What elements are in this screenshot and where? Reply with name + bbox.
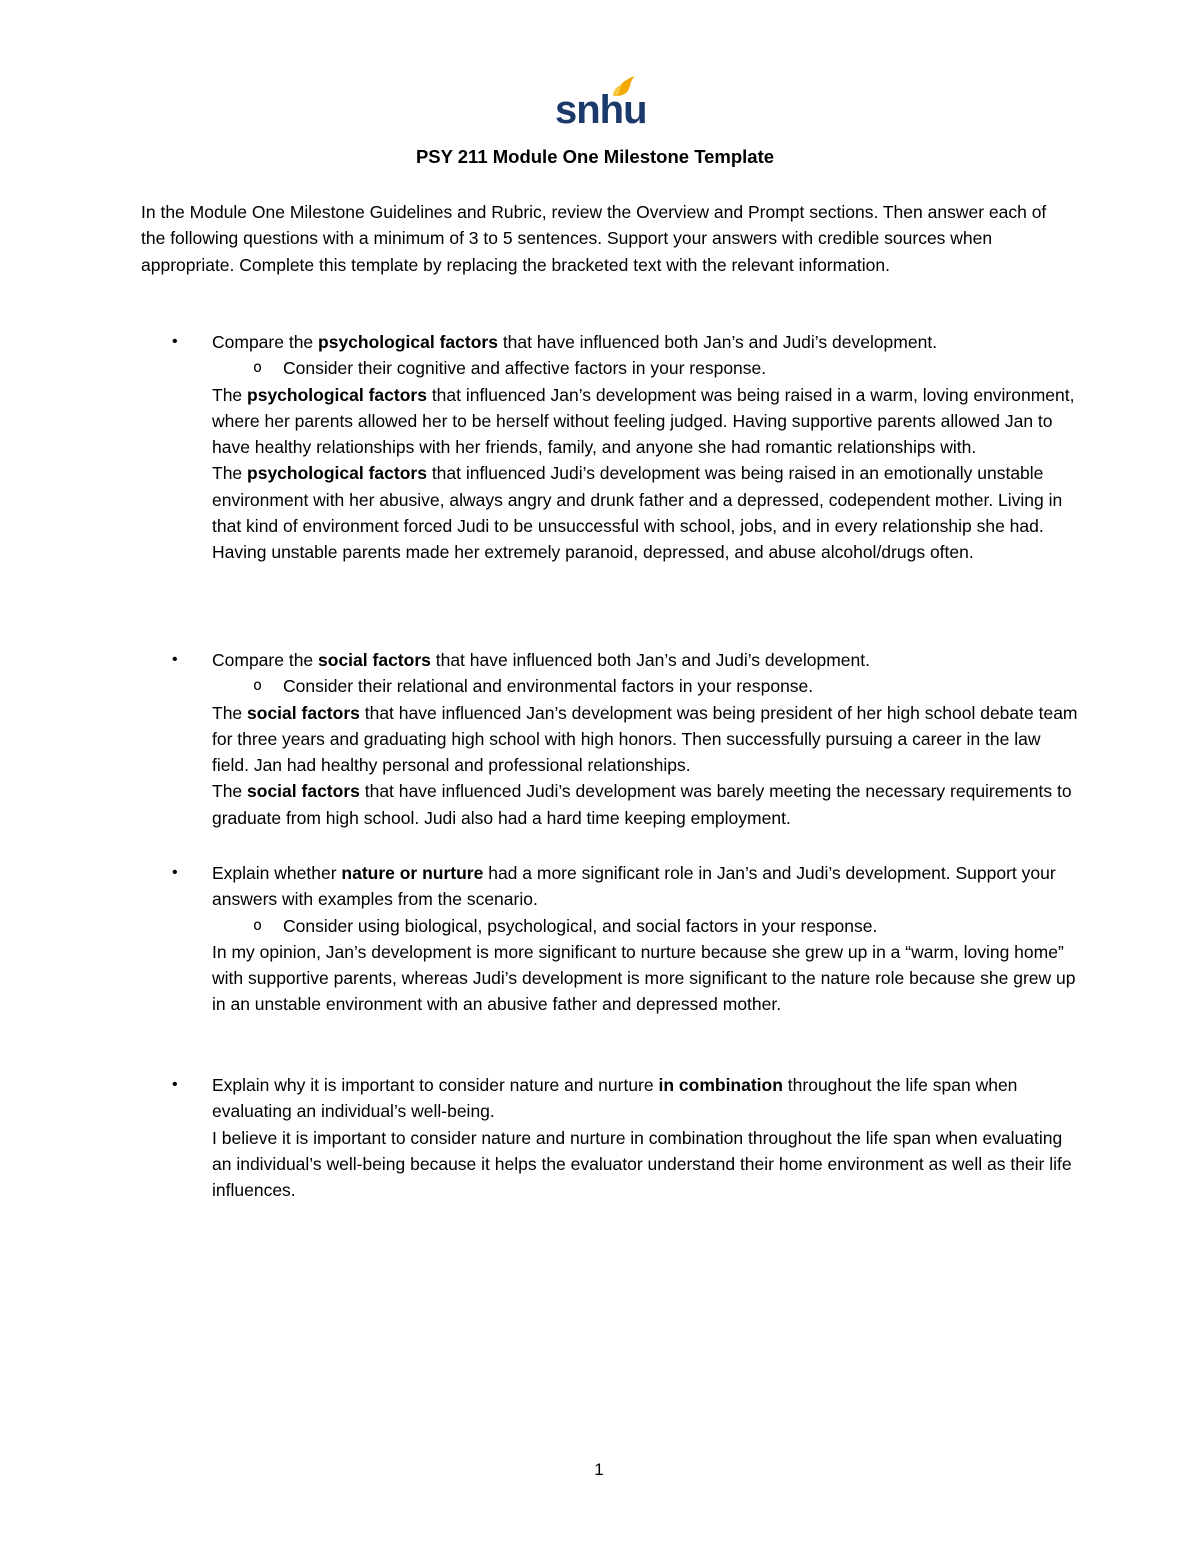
list-item [141, 1072, 1081, 1125]
snhu-logo [555, 74, 647, 132]
question-text: Explain whether nature or nurture had a more significant role in Jan’s and Judi’s development. Support your answers with examples from the scenario. [212, 863, 1056, 910]
sub-bullet-marker: o [253, 676, 263, 695]
answer-paragraph: The psychological factors that influenced Judi’s development was being raised in an emotionally unstable environment with her abusive, always angry and drunk father and a depressed, codependent mother. Living in that kind of environment forced Judi to be unsuccessful with school, jobs, and in every relationship she had. Having unstable parents made her extremely paranoid, depressed, and abuse alcohol/drugs often. [212, 463, 1063, 563]
question-text: Compare the psychological factors that have influenced both Jan’s and Judi’s development. [212, 332, 938, 352]
sub-list-item [141, 673, 1081, 699]
answer-paragraph: The psychological factors that influenced Jan’s development was being raised in a warm, loving environment, where her parents allowed her to be herself without feeling judged. Having supportive parents allowed Jan to have healthy relationships with her friends, family, and anyone she had romantic relationships with. [212, 384, 1075, 458]
logo-text: snhu [555, 88, 647, 132]
sub-question-text: Consider their cognitive and affective factors in your response. [283, 358, 767, 379]
list-item [141, 329, 1081, 355]
sub-question-text: Consider their relational and environmental factors in your response. [283, 676, 814, 697]
bullet-marker: • [172, 1076, 178, 1093]
sub-list-item [141, 913, 1081, 939]
intro-paragraph: In the Module One Milestone Guidelines and Rubric, review the Overview and Prompt sections. Then answer each of the following questions with a minimum of 3 to 5 sentences. Support your answers with credible sources when appropriate. Complete this template by replacing the bracketed text with the relevant information. [141, 202, 1047, 275]
sub-list-item [141, 355, 1081, 381]
answer-paragraph: The social factors that have influenced Judi’s development was barely meeting the necessary requirements to graduate from high school. Judi also had a hard time keeping employment. [212, 781, 1072, 828]
question-1 [141, 329, 1081, 566]
question-2 [141, 647, 1081, 831]
page-title: PSY 211 Module One Milestone Template [415, 146, 775, 167]
sub-bullet-marker: o [253, 915, 263, 934]
bullet-marker: • [172, 333, 178, 350]
list-item [141, 647, 1081, 673]
sub-question-text: Consider using biological, psychological, and social factors in your response. [283, 915, 878, 936]
page-number: 1 [594, 1460, 604, 1479]
bullet-marker: • [172, 864, 178, 881]
question-text: Compare the social factors that have influenced both Jan’s and Judi’s development. [212, 650, 870, 670]
answer-paragraph: I believe it is important to consider nature and nurture in combination throughout the life span when evaluating an individual’s well-being because it helps the evaluator understand their home environment as well as their life influences. [212, 1127, 1072, 1201]
bullet-marker: • [172, 651, 178, 668]
question-text: Explain why it is important to consider nature and nurture in combination throughout the life span when evaluating an individual’s well-being. [212, 1075, 1018, 1122]
answer-paragraph: The social factors that have influenced Jan’s development was being president of her high school debate team for three years and graduating high school with high honors. Then successfully pursuing a career in the law field. Jan had healthy personal and professional relationships. [212, 702, 1078, 776]
question-3 [141, 860, 1081, 1018]
answer-paragraph: In my opinion, Jan’s development is more significant to nurture because she grew up in a “warm, loving home” with supportive parents, whereas Judi’s development is more significant to the nature role because she grew up in an unstable environment with an abusive father and depressed mother. [212, 941, 1076, 1015]
sub-bullet-marker: o [253, 358, 263, 377]
list-item [141, 860, 1081, 913]
question-4 [141, 1072, 1081, 1203]
